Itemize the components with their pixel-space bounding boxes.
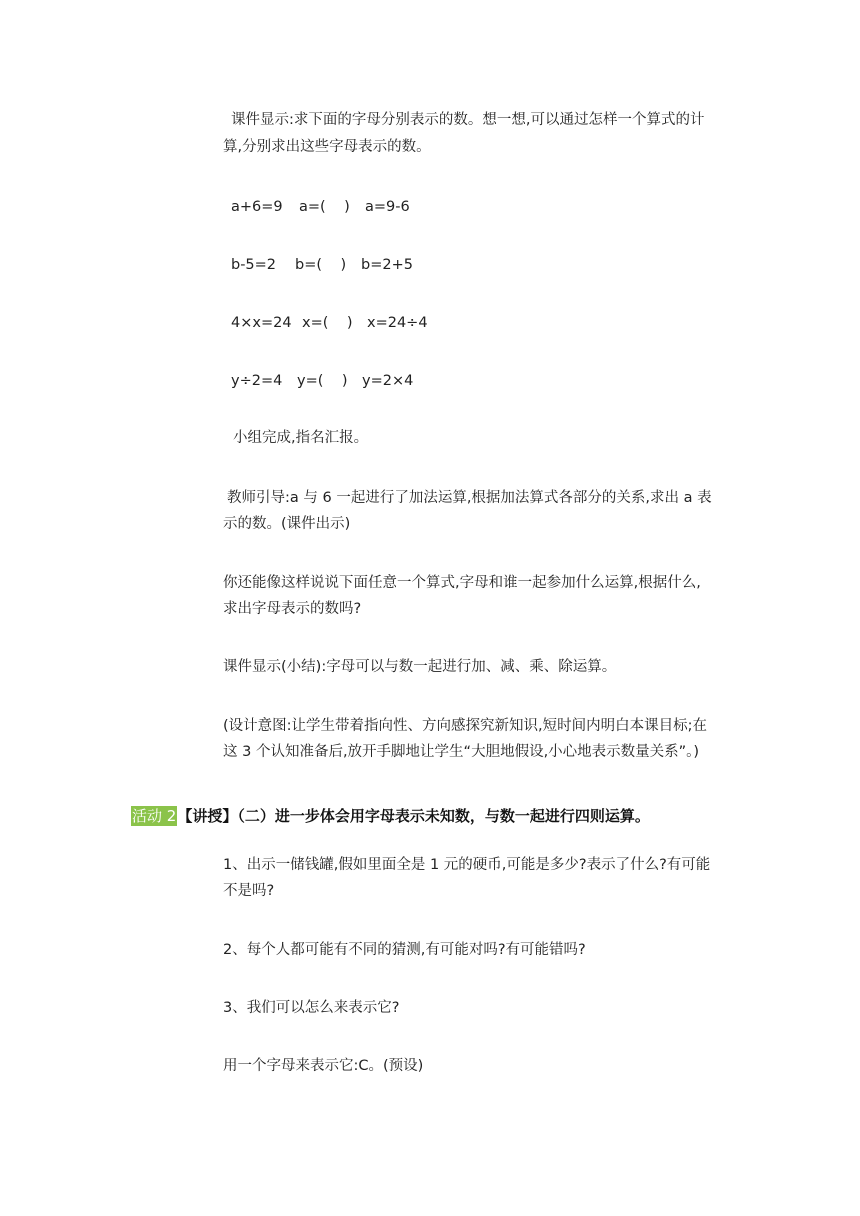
equation-solution: b=2+5 (361, 257, 413, 273)
step-1-line-1: 1、出示一储钱罐,假如里面全是 1 元的硬币,可能是多少?表示了什么?有可能 (223, 857, 711, 873)
equation: 4×x=24 (231, 315, 292, 331)
equation-blank: b=( ) (295, 257, 347, 273)
activity-heading (131, 805, 650, 827)
design-intent-line-2: 这 3 个认知准备后,放开手脚地让学生“大胆地假设,小心地表示数量关系”。) (223, 744, 700, 760)
intro-line-1: 课件显示:求下面的字母分别表示的数。想一想,可以通过怎样一个算式的计 (231, 112, 705, 128)
group-report: 小组完成,指名汇报。 (233, 430, 369, 446)
equation-solution: a=9-6 (365, 199, 410, 215)
step-3: 3、我们可以怎么来表示它? (223, 1000, 400, 1016)
equation-blank: x=( ) (302, 315, 353, 331)
step-4: 用一个字母来表示它:C。(预设) (223, 1058, 424, 1074)
step-2: 2、每个人都可能有不同的猜测,有可能对吗?有可能错吗? (223, 942, 586, 958)
equation: y÷2=4 (231, 373, 283, 389)
equation-solution: y=2×4 (362, 373, 414, 389)
teacher-guide-line-1: 教师引导:a 与 6 一起进行了加法运算,根据加法算式各部分的关系,求出 a 表 (227, 490, 712, 506)
intro-line-2: 算,分别求出这些字母表示的数。 (223, 139, 431, 155)
design-intent-line-1: (设计意图:让学生带着指向性、方向感探究新知识,短时间内明白本课目标;在 (223, 718, 708, 734)
teacher-guide-line-2: 示的数。(课件出示) (223, 516, 351, 532)
question-line-2: 求出字母表示的数吗? (223, 601, 362, 617)
equation-solution: x=24÷4 (367, 315, 428, 331)
activity-title: 【讲授】（二）进一步体会用字母表示未知数，与数一起进行四则运算。 (177, 807, 650, 825)
equation-blank: y=( ) (297, 373, 348, 389)
equation: b-5=2 (231, 257, 277, 273)
question-line-1: 你还能像这样说说下面任意一个算式,字母和谁一起参加什么运算,根据什么, (223, 575, 701, 591)
summary: 课件显示(小结):字母可以与数一起进行加、减、乘、除运算。 (223, 659, 617, 675)
activity-tag: 活动 2 (132, 807, 177, 825)
step-1-line-2: 不是吗? (223, 883, 275, 899)
equation-blank: a=( ) (299, 199, 350, 215)
equation: a+6=9 (231, 199, 283, 215)
